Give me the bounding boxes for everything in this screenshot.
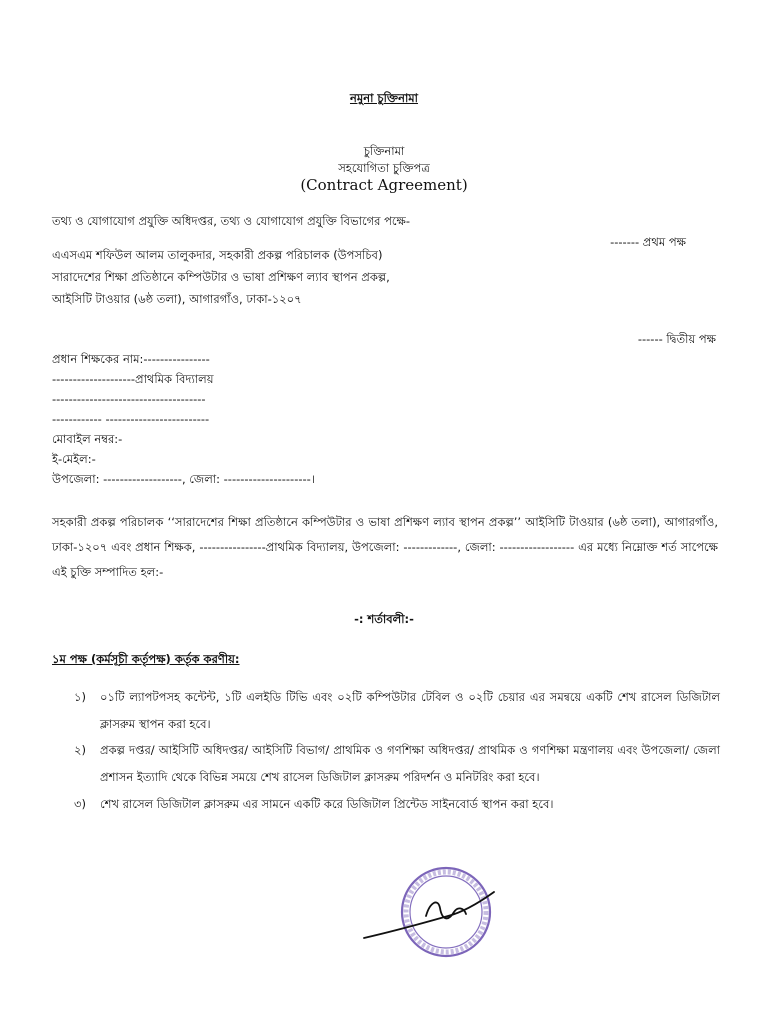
list-item-number: ২) xyxy=(74,743,86,757)
school-name-field: --------------------প্রাথমিক বিদ্যালয় xyxy=(52,372,214,386)
mobile-field: মোবাইল নম্বর:- xyxy=(52,432,123,446)
list-item-number: ১) xyxy=(74,690,86,704)
upazila-district-field: উপজেলা: -------------------, জেলা: ---------------------। xyxy=(52,472,315,486)
signature-stroke xyxy=(364,892,494,938)
headteacher-name-field: প্রধান শিক্ষকের নাম:---------------- xyxy=(52,352,210,366)
first-party-name: এএসএম শফিউল আলম তালুকদার, সহকারী প্রকল্প পরিচালক (উপসচিব) xyxy=(52,248,383,262)
second-party-label: ------ দ্বিতীয় পক্ষ xyxy=(637,332,716,346)
list-item-text: ০১টি ল্যাপটপসহ কন্টেন্ট, ১টি এলইডি টিভি এবং ০২টি কম্পিউটার টেবিল ও ০২টি চেয়ার এর সমন্বয়ে একটি শেখ রাসেল ডিজিটাল ক্লাসরুম স্থাপন করা হবে। xyxy=(100,690,720,731)
list-item-number: ৩) xyxy=(74,797,86,811)
first-party-address: আইসিটি টাওয়ার (৬ষ্ঠ তলা), আগারগাঁও, ঢাকা-১২০৭ xyxy=(52,292,302,306)
intro-line: তথ্য ও যোগাযোগ প্রযুক্তি অধিদপ্তর, তথ্য ও যোগাযোগ প্রযুক্তি বিভাগের পক্ষে- xyxy=(52,214,411,228)
first-party-label: ------- প্রথম পক্ষ xyxy=(610,235,686,249)
email-field: ই-মেইল:- xyxy=(52,452,96,466)
agreement-paragraph: সহকারী প্রকল্প পরিচালক ‘‘সারাদেশের শিক্ষা প্রতিষ্ঠানে কম্পিউটার ও ভাষা প্রশিক্ষণ ল্যাব স্থাপন প্রকল্প’’ আইসিটি টাওয়ার (৬ষ্ঠ তলা), আগারগাঁও, ঢাকা-১২০৭ এবং প্রধান শিক্ষক, ----------------প্রাথমিক বিদ্যালয়, উপজেলা: -------------, জেলা: ------------------ এর মধ্যে নিম্নোক্ত শর্ত সাপেক্ষে এই চুক্তি সম্পাদিত হল:- xyxy=(52,515,718,579)
title-cooperation: সহযোগিতা চুক্তিপত্র xyxy=(338,161,430,175)
title-english: (Contract Agreement) xyxy=(300,176,468,194)
list-item xyxy=(74,791,720,819)
list-item xyxy=(74,737,720,793)
official-seal-with-signature xyxy=(360,862,510,962)
list-item-text: শেখ রাসেল ডিজিটাল ক্লাসরুম এর সামনে একটি করে ডিজিটাল প্রিন্টেড সাইনবোর্ড স্থাপন করা হবে। xyxy=(100,797,554,811)
conditions-heading: -: শর্তাবলী:- xyxy=(354,612,414,626)
blank-line-1: ------------------------------------- xyxy=(52,392,206,406)
document-heading: নমুনা চুক্তিনামা xyxy=(349,91,419,105)
seal-stamp xyxy=(402,868,490,956)
blank-line-2: ------------ ------------------------- xyxy=(52,412,210,426)
first-party-project: সারাদেশের শিক্ষা প্রতিষ্ঠানে কম্পিউটার ও ভাষা প্রশিক্ষণ ল্যাব স্থাপন প্রকল্প, xyxy=(52,270,390,284)
title-contract: চুক্তিনামা xyxy=(363,144,405,158)
list-item-text: প্রকল্প দপ্তর/ আইসিটি অধিদপ্তর/ আইসিটি বিভাগ/ প্রাথমিক ও গণশিক্ষা অধিদপ্তর/ প্রাথমিক ও গণশিক্ষা মন্ত্রণালয় এবং উপজেলা/ জেলা প্রশাসন ইত্যাদি থেকে বিভিন্ন সময়ে শেখ রাসেল ডিজিটাল ক্লাসরুম পরিদর্শন ও মনিটরিং করা হবে। xyxy=(100,743,720,784)
list-item xyxy=(74,684,720,740)
party1-duties-heading: ১ম পক্ষ (কর্মসূচী কর্তৃপক্ষ) কর্তৃক করণীয়: xyxy=(52,652,240,666)
